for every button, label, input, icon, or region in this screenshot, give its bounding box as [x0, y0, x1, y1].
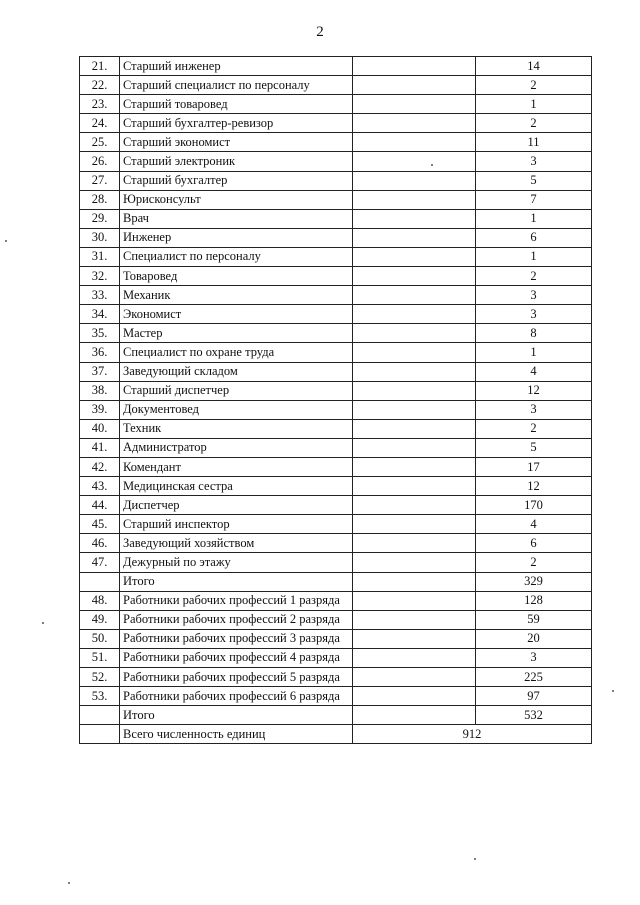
staff-count: 128 — [476, 591, 592, 610]
row-number: 40. — [80, 419, 120, 438]
position-title: Медицинская сестра — [120, 477, 353, 496]
table-row — [80, 209, 592, 228]
table-row — [80, 171, 592, 190]
table-row — [80, 362, 592, 381]
subtotal-row — [80, 572, 592, 591]
position-title: Инженер — [120, 228, 353, 247]
row-number: 52. — [80, 668, 120, 687]
position-title: Старший бухгалтер — [120, 171, 353, 190]
row-number: 51. — [80, 648, 120, 667]
staff-count: 532 — [476, 706, 592, 725]
row-number: 28. — [80, 190, 120, 209]
position-title: Заведующий хозяйством — [120, 534, 353, 553]
row-number: 35. — [80, 324, 120, 343]
grand-total-row — [80, 725, 592, 744]
table-row — [80, 648, 592, 667]
empty-cell — [353, 362, 476, 381]
table-row — [80, 343, 592, 362]
empty-cell — [353, 76, 476, 95]
row-number: 33. — [80, 286, 120, 305]
staff-count: 12 — [476, 381, 592, 400]
staff-count: 329 — [476, 572, 592, 591]
row-number: 53. — [80, 687, 120, 706]
position-title: Работники рабочих профессий 2 разряда — [120, 610, 353, 629]
table-row — [80, 76, 592, 95]
table-row — [80, 247, 592, 266]
scan-speck — [42, 622, 44, 624]
row-number: 25. — [80, 133, 120, 152]
staff-count: 59 — [476, 610, 592, 629]
empty-cell — [353, 171, 476, 190]
position-title: Администратор — [120, 438, 353, 457]
table-row — [80, 629, 592, 648]
staff-count: 3 — [476, 400, 592, 419]
row-number: 37. — [80, 362, 120, 381]
row-number: 38. — [80, 381, 120, 400]
position-title: Специалист по персоналу — [120, 247, 353, 266]
position-title: Работники рабочих профессий 3 разряда — [120, 629, 353, 648]
position-title: Работники рабочих профессий 5 разряда — [120, 668, 353, 687]
row-number: 43. — [80, 477, 120, 496]
position-title: Документовед — [120, 400, 353, 419]
row-number: 24. — [80, 114, 120, 133]
position-title: Механик — [120, 286, 353, 305]
staff-count: 97 — [476, 687, 592, 706]
position-title: Комендант — [120, 457, 353, 476]
empty-cell — [353, 381, 476, 400]
row-number: 50. — [80, 629, 120, 648]
row-number: 31. — [80, 247, 120, 266]
staff-count: 225 — [476, 668, 592, 687]
empty-cell — [353, 324, 476, 343]
row-number: 49. — [80, 610, 120, 629]
position-title: Работники рабочих профессий 1 разряда — [120, 591, 353, 610]
position-title: Специалист по охране труда — [120, 343, 353, 362]
grand-total-num-cell — [80, 725, 120, 744]
position-title: Диспетчер — [120, 496, 353, 515]
table-row — [80, 57, 592, 76]
row-number: 26. — [80, 152, 120, 171]
empty-cell — [353, 152, 476, 171]
staff-count: 11 — [476, 133, 592, 152]
scan-speck — [612, 690, 614, 692]
row-number: 30. — [80, 228, 120, 247]
empty-cell — [353, 114, 476, 133]
position-title: Работники рабочих профессий 6 разряда — [120, 687, 353, 706]
row-number: 47. — [80, 553, 120, 572]
staff-count: 2 — [476, 553, 592, 572]
staff-count: 3 — [476, 286, 592, 305]
empty-cell — [353, 209, 476, 228]
table-row — [80, 324, 592, 343]
row-number: 22. — [80, 76, 120, 95]
position-title: Товаровед — [120, 267, 353, 286]
scan-speck — [5, 240, 7, 242]
table-row — [80, 305, 592, 324]
table-row — [80, 286, 592, 305]
empty-cell — [353, 305, 476, 324]
empty-cell — [353, 610, 476, 629]
row-number: 21. — [80, 57, 120, 76]
staff-count: 5 — [476, 438, 592, 457]
position-title: Экономист — [120, 305, 353, 324]
staff-count: 1 — [476, 343, 592, 362]
empty-cell — [353, 553, 476, 572]
staff-count: 6 — [476, 228, 592, 247]
staff-count: 17 — [476, 457, 592, 476]
table-row — [80, 553, 592, 572]
position-title: Старший экономист — [120, 133, 353, 152]
table-row — [80, 95, 592, 114]
empty-cell — [353, 591, 476, 610]
row-number: 27. — [80, 171, 120, 190]
table-row — [80, 591, 592, 610]
empty-cell — [353, 668, 476, 687]
empty-cell — [353, 286, 476, 305]
row-number — [80, 572, 120, 591]
staff-count: 20 — [476, 629, 592, 648]
position-title: Старший товаровед — [120, 95, 353, 114]
position-title: Итого — [120, 572, 353, 591]
position-title: Старший инспектор — [120, 515, 353, 534]
position-title: Мастер — [120, 324, 353, 343]
row-number: 32. — [80, 267, 120, 286]
table-row — [80, 496, 592, 515]
position-title: Заведующий складом — [120, 362, 353, 381]
staff-count: 1 — [476, 95, 592, 114]
position-title: Итого — [120, 706, 353, 725]
row-number: 44. — [80, 496, 120, 515]
staff-count: 4 — [476, 362, 592, 381]
empty-cell — [353, 706, 476, 725]
table-row — [80, 610, 592, 629]
scan-speck — [68, 882, 70, 884]
row-number: 46. — [80, 534, 120, 553]
empty-cell — [353, 57, 476, 76]
empty-cell — [353, 534, 476, 553]
staff-count: 3 — [476, 648, 592, 667]
table-row — [80, 133, 592, 152]
empty-cell — [353, 343, 476, 362]
empty-cell — [353, 496, 476, 515]
table-row — [80, 419, 592, 438]
empty-cell — [353, 419, 476, 438]
staff-count: 170 — [476, 496, 592, 515]
position-title: Техник — [120, 419, 353, 438]
table-row — [80, 381, 592, 400]
empty-cell — [353, 190, 476, 209]
position-title: Старший инженер — [120, 57, 353, 76]
staff-table — [79, 56, 592, 744]
staff-count: 4 — [476, 515, 592, 534]
table-row — [80, 457, 592, 476]
position-title: Старший электроник — [120, 152, 353, 171]
table-row — [80, 114, 592, 133]
staff-count: 3 — [476, 152, 592, 171]
table-row — [80, 190, 592, 209]
staff-count: 6 — [476, 534, 592, 553]
position-title: Старший бухгалтер-ревизор — [120, 114, 353, 133]
empty-cell — [353, 228, 476, 247]
position-title: Врач — [120, 209, 353, 228]
table-row — [80, 477, 592, 496]
staff-count: 12 — [476, 477, 592, 496]
staff-count: 3 — [476, 305, 592, 324]
row-number: 34. — [80, 305, 120, 324]
empty-cell — [353, 267, 476, 286]
staff-count: 2 — [476, 419, 592, 438]
position-title: Дежурный по этажу — [120, 553, 353, 572]
row-number: 23. — [80, 95, 120, 114]
scan-speck — [474, 858, 476, 860]
empty-cell — [353, 629, 476, 648]
position-title: Работники рабочих профессий 4 разряда — [120, 648, 353, 667]
row-number: 41. — [80, 438, 120, 457]
grand-total-label: Всего численность единиц — [120, 725, 353, 744]
subtotal-row — [80, 706, 592, 725]
table-row — [80, 687, 592, 706]
table-row — [80, 438, 592, 457]
empty-cell — [353, 457, 476, 476]
row-number: 48. — [80, 591, 120, 610]
empty-cell — [353, 95, 476, 114]
row-number: 36. — [80, 343, 120, 362]
position-title: Старший специалист по персоналу — [120, 76, 353, 95]
table-row — [80, 267, 592, 286]
table-row — [80, 400, 592, 419]
staff-count: 1 — [476, 209, 592, 228]
empty-cell — [353, 515, 476, 534]
row-number: 29. — [80, 209, 120, 228]
staff-count: 14 — [476, 57, 592, 76]
table-row — [80, 515, 592, 534]
staff-count: 1 — [476, 247, 592, 266]
empty-cell — [353, 687, 476, 706]
page-number: 2 — [316, 24, 324, 40]
table-row — [80, 668, 592, 687]
row-number: 45. — [80, 515, 120, 534]
staff-count: 8 — [476, 324, 592, 343]
empty-cell — [353, 572, 476, 591]
row-number: 42. — [80, 457, 120, 476]
staff-count: 2 — [476, 76, 592, 95]
grand-total-value: 912 — [353, 725, 592, 744]
empty-cell — [353, 133, 476, 152]
position-title: Юрисконсульт — [120, 190, 353, 209]
empty-cell — [353, 477, 476, 496]
row-number — [80, 706, 120, 725]
staff-table-body — [80, 57, 592, 725]
table-row — [80, 228, 592, 247]
position-title: Старший диспетчер — [120, 381, 353, 400]
staff-count: 7 — [476, 190, 592, 209]
empty-cell — [353, 438, 476, 457]
empty-cell — [353, 247, 476, 266]
table-row — [80, 534, 592, 553]
scan-speck — [431, 164, 433, 166]
row-number: 39. — [80, 400, 120, 419]
staff-count: 5 — [476, 171, 592, 190]
empty-cell — [353, 648, 476, 667]
table-row — [80, 152, 592, 171]
staff-count: 2 — [476, 267, 592, 286]
staff-count: 2 — [476, 114, 592, 133]
empty-cell — [353, 400, 476, 419]
